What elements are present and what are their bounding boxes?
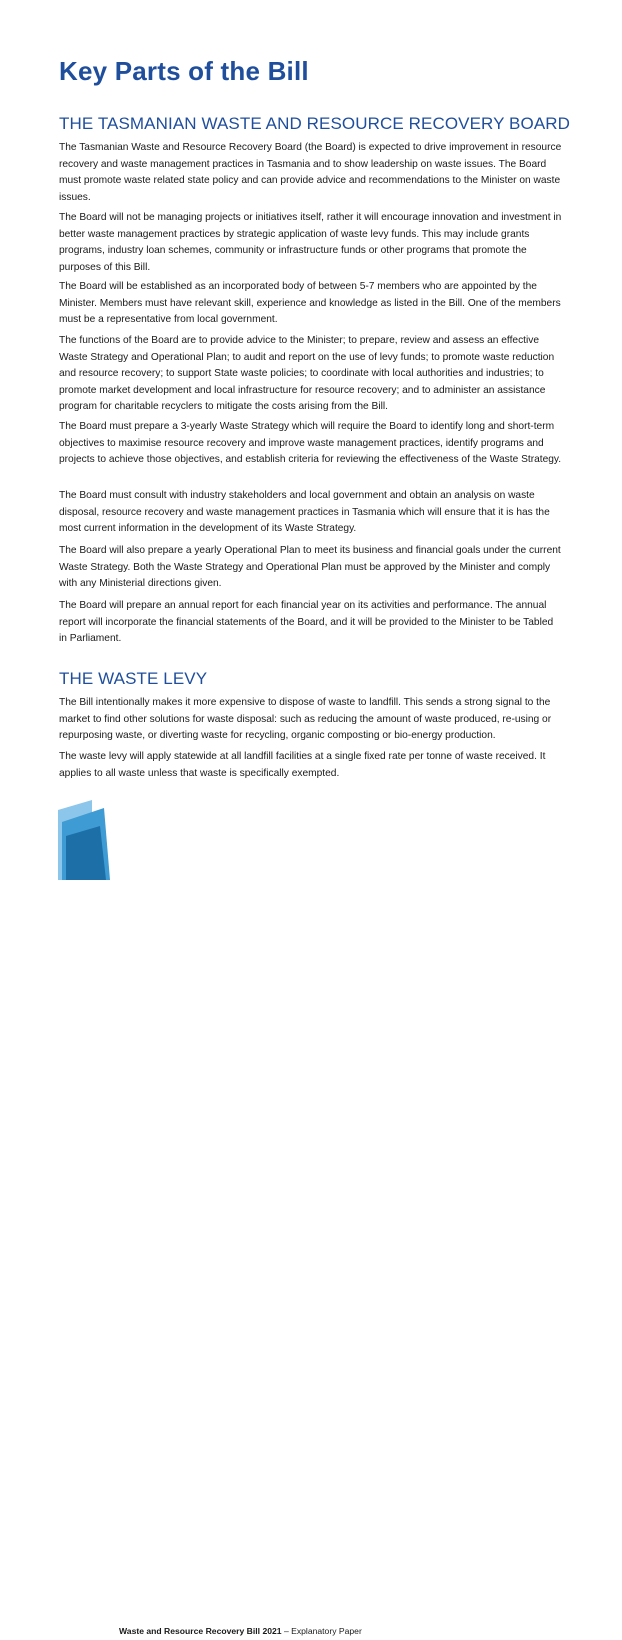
page-number: 8 [78,1623,88,1640]
paragraph: The waste levy will apply statewide at all landfill facilities at a single fixed rate per tonne of waste received. It applies to all waste unless that waste is specifically exempted. [59,751,546,779]
section-heading-waste-levy: THE WASTE LEVY [59,669,208,688]
paragraph: The Board must consult with industry stakeholders and local government and obtain an analysis on waste disposal, resource recovery and waste management practices in Tasmania which will ensure that it is has the most current information in the development of its Waste Strategy. [59,490,550,534]
footer-decoration-graphic [0,800,622,880]
paragraph: The Board will be established as an incorporated body of between 5-7 members who are appointed by the Minister. Members must have relevant skill, experience and knowledge as listed in the Bill. One of the members must be a representative from local government. [59,281,561,325]
page-title: Key Parts of the Bill [59,56,309,86]
paragraph: The Bill intentionally makes it more expensive to dispose of waste to landfill. This sends a strong signal to the market to find other solutions for waste disposal: such as reducing the amount of waste produced, re-using or repurposing waste, or diverting waste for recycling, organic composting or bio-energy production. [59,697,552,741]
footer-doc-title: Waste and Resource Recovery Bill 2021 [119,1626,282,1636]
paragraph: The Board must prepare a 3-yearly Waste Strategy which will require the Board to identify long and short-term objectives to maximise resource recovery and improve waste management practices, identify programs and projects to achieve those objectives, and establish criteria for reviewing the effectiveness of the Waste Strategy. [59,421,562,465]
section-heading-board: THE TASMANIAN WASTE AND RESOURCE RECOVERY BOARD [59,114,571,133]
paragraph: The Board will also prepare a yearly Operational Plan to meet its business and financial goals under the current Waste Strategy. Both the Waste Strategy and Operational Plan must be approved by the Minister and comply with any Ministerial directions given. [59,545,561,589]
page-footer [0,800,622,1640]
paragraph: The Tasmanian Waste and Resource Recovery Board (the Board) is expected to drive improvement in resource recovery and waste management practices in Tasmania and to show leadership on waste issues. The Board must promote waste related state policy and can provide advice and recommendations to the Minister on waste issues. [59,142,562,203]
footer-document-title [119,1626,362,1636]
paragraph: The Board will not be managing projects or initiatives itself, rather it will encourage innovation and investment in better waste management practices by strategic application of waste levy funds. This may include grants programs, industry loan schemes, community or infrastructure funds or other programs that promote the purposes of this Bill. [59,212,562,273]
footer-doc-subtitle: – Explanatory Paper [281,1626,362,1636]
paragraph: The functions of the Board are to provide advice to the Minister; to prepare, review and assess an effective Waste Strategy and Operational Plan; to audit and report on the use of levy funds; to promote waste reduction and resource recovery; to support State waste policies; to coordinate with local authorities and industries; to promote market development and local infrastructure for resource recovery; and to administer an assistance program for charitable recyclers to mitigate the costs arising from the Bill. [59,335,555,412]
paragraph: The Board will prepare an annual report for each financial year on its activities and performance. The annual report will incorporate the financial statements of the Board, and it will be provided to the Minister to be Tabled in Parliament. [59,600,554,644]
